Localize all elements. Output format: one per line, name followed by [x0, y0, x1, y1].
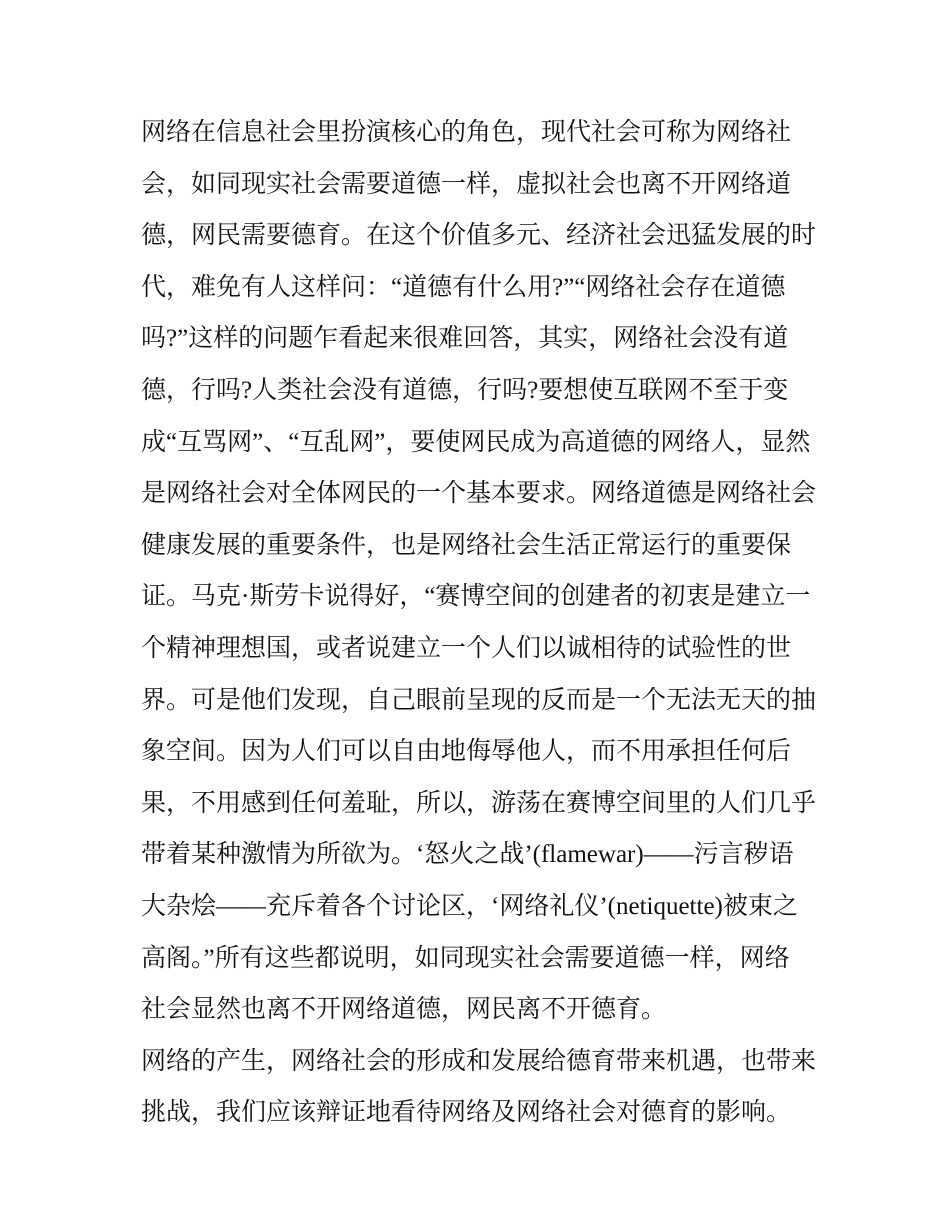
- text-line: 健康发展的重要条件，也是网络社会生活正常运行的重要保: [141, 531, 792, 559]
- text-line: 个精神理想国，或者说建立一个人们以诚相待的试验性的世: [141, 634, 792, 662]
- text-line: 挑战，我们应该辩证地看待网络及网络社会对德育的影响。: [141, 1099, 792, 1127]
- text-line: 带着某种激情为所欲为。‘怒火之战’(flamewar)——污言秽语: [141, 841, 794, 869]
- text-line: 高阁。”所有这些都说明，如同现实社会需要道德一样，网络: [141, 944, 790, 972]
- text-line: 会，如同现实社会需要道德一样，虚拟社会也离不开网络道: [141, 170, 792, 198]
- text-line: 网络的产生，网络社会的形成和发展给德育带来机遇，也带来: [141, 1047, 817, 1075]
- text-line: 象空间。因为人们可以自由地侮辱他人，而不用承担任何后: [141, 738, 792, 766]
- text-line: 德，网民需要德育。在这个价值多元、经济社会迅猛发展的时: [141, 222, 817, 250]
- body-text: [141, 107, 831, 1139]
- text-line: 大杂烩——充斥着各个讨论区，‘网络礼仪’(netiquette)被束之: [141, 892, 798, 920]
- text-line: 果，不用感到任何羞耻，所以，游荡在赛博空间里的人们几乎: [141, 789, 817, 817]
- text-line: 网络在信息社会里扮演核心的角色，现代社会可称为网络社: [141, 119, 792, 146]
- text-line: 界。可是他们发现，自己眼前呈现的反而是一个无法无天的抽: [141, 686, 817, 714]
- text-line: 社会显然也离不开网络道德，网民离不开德育。: [141, 996, 667, 1024]
- text-line: 德，行吗?人类社会没有道德，行吗?要想使互联网不至于变: [141, 376, 789, 404]
- text-line: 代，难免有人这样问：“道德有什么用?”“网络社会存在道德: [141, 273, 786, 301]
- text-line: 证。马克·斯劳卡说得好，“赛博空间的创建者的初衷是建立一: [141, 583, 811, 611]
- text-line: 是网络社会对全体网民的一个基本要求。网络道德是网络社会: [141, 480, 817, 508]
- text-line: 成“互骂网”、“互乱网”，要使网民成为高道德的网络人，显然: [141, 428, 811, 456]
- text-line: 吗?”这样的问题乍看起来很难回答，其实，网络社会没有道: [141, 325, 789, 353]
